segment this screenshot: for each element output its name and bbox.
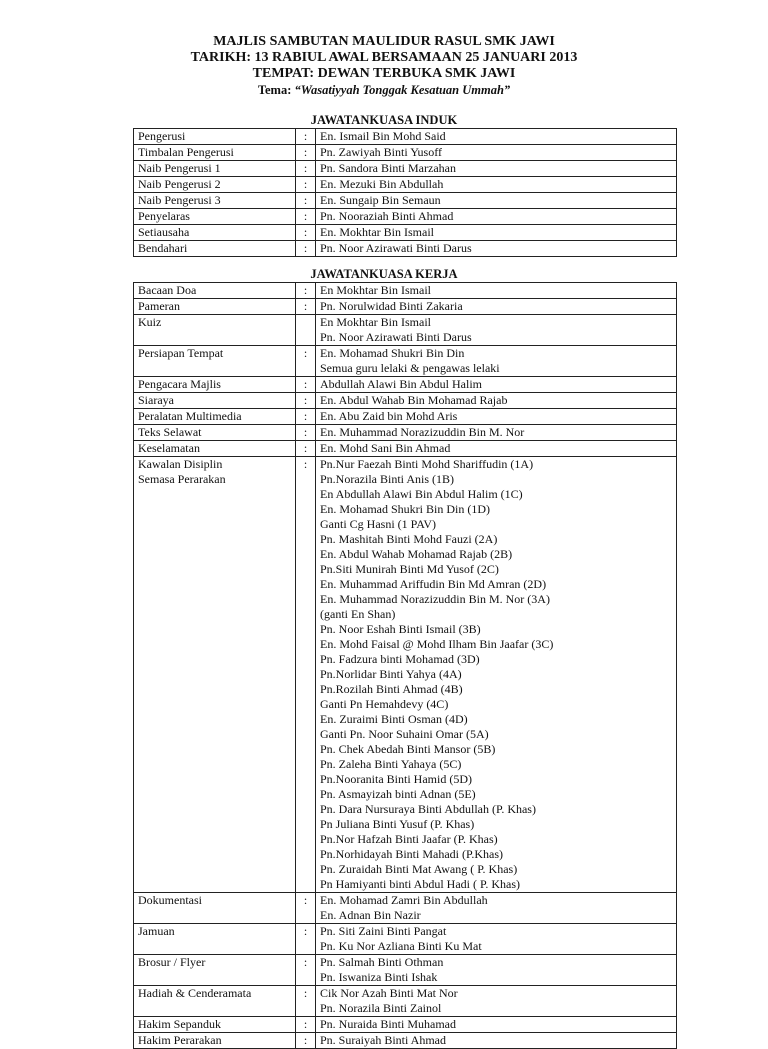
role-label: Pengacara Majlis — [138, 377, 221, 391]
induk-table — [133, 128, 677, 257]
name-cell — [316, 393, 677, 409]
role-cell — [134, 299, 296, 315]
table-row — [134, 225, 677, 241]
table-row — [134, 441, 677, 457]
colon-cell: : — [296, 299, 316, 315]
member-name: Cik Nor Azah Binti Mat Nor — [320, 986, 458, 1000]
colon-cell: : — [296, 425, 316, 441]
name-cell — [316, 209, 677, 225]
member-name: (ganti En Shan) — [320, 607, 396, 621]
member-name: Pn. Salmah Binti Othman — [320, 955, 444, 969]
member-name: Pn.Siti Munirah Binti Md Yusof (2C) — [320, 562, 499, 576]
role-cell — [134, 145, 296, 161]
role-label: Bendahari — [138, 241, 188, 255]
role-cell — [134, 193, 296, 209]
event-theme — [0, 82, 768, 98]
name-cell — [316, 893, 677, 924]
member-name: Pn. Noor Azirawati Binti Darus — [320, 241, 472, 255]
table-row — [134, 129, 677, 145]
colon-cell: : — [296, 409, 316, 425]
member-name: En. Mezuki Bin Abdullah — [320, 177, 444, 191]
role-cell — [134, 1017, 296, 1033]
member-name: En. Abdul Wahab Mohamad Rajab (2B) — [320, 547, 513, 561]
name-cell — [316, 225, 677, 241]
role-label: Jamuan — [138, 924, 175, 938]
role-label: Hakim Sepanduk — [138, 1017, 221, 1031]
colon-cell: : — [296, 177, 316, 193]
member-name: En. Abdul Wahab Bin Mohamad Rajab — [320, 393, 508, 407]
colon-cell: : — [296, 1033, 316, 1049]
table-row — [134, 393, 677, 409]
role-cell — [134, 346, 296, 377]
table-row — [134, 893, 677, 924]
role-label: Pengerusi — [138, 129, 186, 143]
name-cell — [316, 315, 677, 346]
colon-cell: : — [296, 283, 316, 299]
member-name: Pn. Nuraida Binti Muhamad — [320, 1017, 456, 1031]
role-label: Peralatan Multimedia — [138, 409, 242, 423]
role-cell — [134, 377, 296, 393]
member-name: En. Ismail Bin Mohd Said — [320, 129, 446, 143]
member-name: Pn. Iswaniza Binti Ishak — [320, 970, 438, 984]
role-label: Bacaan Doa — [138, 283, 197, 297]
name-cell — [316, 1017, 677, 1033]
member-name: Pn.Nooranita Binti Hamid (5D) — [320, 772, 472, 786]
member-name: Ganti Cg Hasni (1 PAV) — [320, 517, 437, 531]
member-name: Pn.Nor Hafzah Binti Jaafar (P. Khas) — [320, 832, 498, 846]
role-cell — [134, 955, 296, 986]
table-row — [134, 209, 677, 225]
role-label: Teks Selawat — [138, 425, 202, 439]
name-cell — [316, 441, 677, 457]
role-label: Naib Pengerusi 2 — [138, 177, 221, 191]
event-title: MAJLIS SAMBUTAN MAULIDUR RASUL SMK JAWI — [213, 34, 555, 49]
member-name: Pn. Fadzura binti Mohamad (3D) — [320, 652, 480, 666]
colon-cell: : — [296, 377, 316, 393]
member-name: Pn. Suraiyah Binti Ahmad — [320, 1033, 446, 1047]
table-row — [134, 377, 677, 393]
table-row — [134, 924, 677, 955]
event-venue: TEMPAT: DEWAN TERBUKA SMK JAWI — [252, 66, 516, 81]
member-name: En. Mokhtar Bin Ismail — [320, 225, 434, 239]
member-name: Pn. Dara Nursuraya Binti Abdullah (P. Khas) — [320, 802, 536, 816]
colon-cell: : — [296, 346, 316, 377]
table-row — [134, 161, 677, 177]
member-name: Pn. Zuraidah Binti Mat Awang ( P. Khas) — [320, 862, 518, 876]
role-label: Setiausaha — [138, 225, 190, 239]
member-name: Pn. Zawiyah Binti Yusoff — [320, 145, 442, 159]
member-name: En. Muhammad Norazizuddin Bin M. Nor — [320, 425, 525, 439]
member-name: En Mokhtar Bin Ismail — [320, 315, 431, 329]
table-row — [134, 409, 677, 425]
event-date: TARIKH: 13 RABIUL AWAL BERSAMAAN 25 JANUARI 2013 — [190, 50, 578, 65]
colon-cell: : — [296, 161, 316, 177]
name-cell — [316, 177, 677, 193]
member-name: Pn. Noor Azirawati Binti Darus — [320, 330, 472, 344]
role-label: Penyelaras — [138, 209, 190, 223]
member-name: Pn.Nur Faezah Binti Mohd Shariffudin (1A) — [320, 457, 534, 471]
member-name: En Abdullah Alawi Bin Abdul Halim (1C) — [320, 487, 523, 501]
name-cell — [316, 457, 677, 893]
colon-cell: : — [296, 241, 316, 257]
member-name: En Mokhtar Bin Ismail — [320, 283, 431, 297]
name-cell — [316, 425, 677, 441]
colon-cell: : — [296, 145, 316, 161]
role-label: Kawalan Disiplin — [138, 457, 223, 471]
table-row — [134, 315, 677, 346]
colon-cell: : — [296, 893, 316, 924]
member-name: Pn.Norlidar Binti Yahya (4A) — [320, 667, 462, 681]
name-cell — [316, 409, 677, 425]
role-cell — [134, 177, 296, 193]
member-name: Pn. Mashitah Binti Mohd Fauzi (2A) — [320, 532, 498, 546]
name-cell — [316, 346, 677, 377]
member-name: Pn. Norulwidad Binti Zakaria — [320, 299, 463, 313]
colon-cell: : — [296, 225, 316, 241]
member-name: Pn Hamiyanti binti Abdul Hadi ( P. Khas) — [320, 877, 520, 891]
role-cell — [134, 893, 296, 924]
member-name: En. Sungaip Bin Semaun — [320, 193, 441, 207]
role-label: Persiapan Tempat — [138, 346, 224, 360]
role-cell — [134, 986, 296, 1017]
name-cell — [316, 161, 677, 177]
role-label: Kuiz — [138, 315, 162, 329]
name-cell — [316, 145, 677, 161]
role-cell — [134, 129, 296, 145]
role-cell — [134, 1033, 296, 1049]
name-cell — [316, 241, 677, 257]
colon-cell: : — [296, 1017, 316, 1033]
role-label: Brosur / Flyer — [138, 955, 206, 969]
name-cell — [316, 924, 677, 955]
table-row — [134, 241, 677, 257]
role-cell — [134, 457, 296, 893]
member-name: Pn.Norhidayah Binti Mahadi (P.Khas) — [320, 847, 503, 861]
member-name: En. Mohd Sani Bin Ahmad — [320, 441, 451, 455]
table-row — [134, 955, 677, 986]
member-name: En. Mohamad Shukri Bin Din (1D) — [320, 502, 490, 516]
colon-cell: : — [296, 457, 316, 893]
role-label: Semasa Perarakan — [138, 472, 226, 486]
member-name: En. Adnan Bin Nazir — [320, 908, 421, 922]
colon-cell: : — [296, 986, 316, 1017]
member-name: Pn. Chek Abedah Binti Mansor (5B) — [320, 742, 496, 756]
name-cell — [316, 129, 677, 145]
member-name: Pn. Asmayizah binti Adnan (5E) — [320, 787, 476, 801]
member-name: Pn. Ku Nor Azliana Binti Ku Mat — [320, 939, 482, 953]
table-row — [134, 177, 677, 193]
table-row — [134, 986, 677, 1017]
member-name: En. Mohd Faisal @ Mohd Ilham Bin Jaafar (3C) — [320, 637, 554, 651]
name-cell — [316, 1033, 677, 1049]
role-cell — [134, 315, 296, 346]
member-name: Abdullah Alawi Bin Abdul Halim — [320, 377, 482, 391]
document-header — [0, 34, 768, 98]
role-label: Keselamatan — [138, 441, 200, 455]
member-name: Pn.Norazila Binti Anis (1B) — [320, 472, 454, 486]
role-cell — [134, 209, 296, 225]
member-name: En. Mohamad Zamri Bin Abdullah — [320, 893, 488, 907]
kerja-section-title: JAWATANKUASA KERJA — [310, 267, 458, 281]
role-label: Timbalan Pengerusi — [138, 145, 234, 159]
theme-label: Tema: — [257, 83, 292, 97]
colon-cell: : — [296, 924, 316, 955]
member-name: En. Zuraimi Binti Osman (4D) — [320, 712, 468, 726]
member-name: En. Muhammad Ariffudin Bin Md Amran (2D) — [320, 577, 547, 591]
table-row — [134, 1017, 677, 1033]
colon-cell: : — [296, 129, 316, 145]
name-cell — [316, 299, 677, 315]
role-label: Dokumentasi — [138, 893, 202, 907]
role-cell — [134, 283, 296, 299]
role-label: Pameran — [138, 299, 180, 313]
role-cell — [134, 441, 296, 457]
role-cell — [134, 161, 296, 177]
member-name: Pn.Rozilah Binti Ahmad (4B) — [320, 682, 463, 696]
role-cell — [134, 924, 296, 955]
role-label: Siaraya — [138, 393, 174, 407]
table-row — [134, 425, 677, 441]
member-name: Pn. Siti Zaini Binti Pangat — [320, 924, 447, 938]
table-row — [134, 299, 677, 315]
role-cell — [134, 409, 296, 425]
name-cell — [316, 283, 677, 299]
role-label: Hakim Perarakan — [138, 1033, 222, 1047]
member-name: En. Mohamad Shukri Bin Din — [320, 346, 465, 360]
member-name: Pn. Norazila Binti Zainol — [320, 1001, 442, 1015]
role-cell — [134, 225, 296, 241]
name-cell — [316, 955, 677, 986]
role-cell — [134, 393, 296, 409]
member-name: Ganti Pn Hemahdevy (4C) — [320, 697, 449, 711]
colon-cell: : — [296, 441, 316, 457]
colon-cell: : — [296, 393, 316, 409]
colon-cell: : — [296, 955, 316, 986]
member-name: Semua guru lelaki & pengawas lelaki — [320, 361, 500, 375]
induk-section-title: JAWATANKUASA INDUK — [310, 113, 458, 127]
table-row — [134, 283, 677, 299]
table-row — [134, 346, 677, 377]
table-row — [134, 457, 677, 893]
role-label: Hadiah & Cenderamata — [138, 986, 252, 1000]
kerja-table — [133, 282, 677, 1049]
theme-value: “Wasatiyyah Tonggak Kesatuan Ummah” — [294, 83, 511, 97]
colon-cell: : — [296, 193, 316, 209]
table-row — [134, 193, 677, 209]
role-label: Naib Pengerusi 3 — [138, 193, 221, 207]
colon-cell — [296, 315, 316, 346]
table-row — [134, 1033, 677, 1049]
member-name: Pn Juliana Binti Yusuf (P. Khas) — [320, 817, 475, 831]
member-name: En. Abu Zaid bin Mohd Aris — [320, 409, 458, 423]
role-cell — [134, 241, 296, 257]
member-name: Ganti Pn. Noor Suhaini Omar (5A) — [320, 727, 489, 741]
member-name: Pn. Nooraziah Binti Ahmad — [320, 209, 454, 223]
name-cell — [316, 193, 677, 209]
member-name: Pn. Noor Eshah Binti Ismail (3B) — [320, 622, 481, 636]
colon-cell: : — [296, 209, 316, 225]
role-cell — [134, 425, 296, 441]
name-cell — [316, 986, 677, 1017]
member-name: Pn. Sandora Binti Marzahan — [320, 161, 456, 175]
member-name: En. Muhammad Norazizuddin Bin M. Nor (3A) — [320, 592, 550, 606]
member-name: Pn. Zaleha Binti Yahaya (5C) — [320, 757, 462, 771]
name-cell — [316, 377, 677, 393]
role-label: Naib Pengerusi 1 — [138, 161, 221, 175]
table-row — [134, 145, 677, 161]
